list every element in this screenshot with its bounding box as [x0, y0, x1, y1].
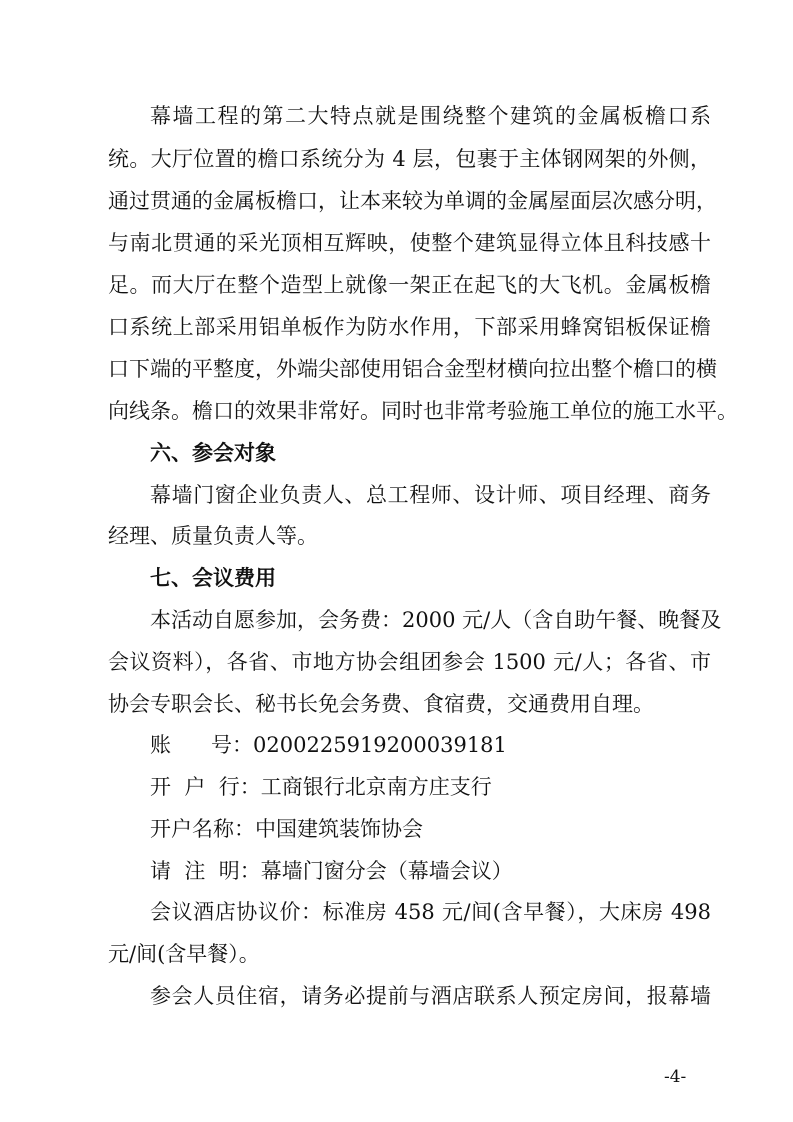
payment-note: 请 注 明：幕墙门窗分会（幕墙会议）	[150, 859, 513, 883]
section-heading-participants: 六、参会对象	[150, 441, 276, 465]
paragraph-line: 口下端的平整度，外端尖部使用铝合金型材横向拉出整个檐口的横	[108, 357, 717, 381]
paragraph-line: 会议资料），各省、市地方协会组团参会 1500 元/人；各省、市	[108, 650, 711, 674]
section-heading-fees: 七、会议费用	[150, 566, 276, 590]
paragraph-line: 口系统上部采用铝单板作为防水作用，下部采用蜂窝铝板保证檐	[108, 315, 711, 339]
paragraph-line: 本活动自愿参加，会务费：2000 元/人（含自助午餐、晚餐及	[150, 608, 722, 632]
paragraph-line: 幕墙门窗企业负责人、总工程师、设计师、项目经理、商务	[150, 483, 711, 507]
hotel-price-line: 会议酒店协议价：标准房 458 元/间(含早餐），大床房 498	[150, 900, 711, 924]
paragraph-line: 协会专职会长、秘书长免会务费、食宿费，交通费用自理。	[108, 692, 654, 716]
page-number: -4-	[664, 1067, 687, 1087]
paragraph-line: 经理、质量负责人等。	[108, 524, 318, 548]
accommodation-line: 参会人员住宿，请务必提前与酒店联系人预定房间，报幕墙	[150, 984, 711, 1008]
paragraph-line: 与南北贯通的采光顶相互辉映，使整个建筑显得立体且科技感十	[108, 231, 711, 255]
paragraph-line: 统。大厅位置的檐口系统分为 4 层，包裹于主体钢网架的外侧，	[108, 147, 711, 171]
paragraph-line: 向线条。檐口的效果非常好。同时也非常考验施工单位的施工水平。	[108, 399, 738, 423]
paragraph-line: 足。而大厅在整个造型上就像一架正在起飞的大飞机。金属板檐	[108, 273, 711, 297]
bank-name: 开 户 行：工商银行北京南方庄支行	[150, 775, 492, 799]
hotel-price-line: 元/间(含早餐）。	[108, 942, 260, 966]
paragraph-line: 幕墙工程的第二大特点就是围绕整个建筑的金属板檐口系	[150, 104, 711, 128]
paragraph-line: 通过贯通的金属板檐口，让本来较为单调的金属屋面层次感分明，	[108, 189, 717, 213]
bank-account-number: 账 号：0200225919200039181	[150, 733, 507, 757]
account-holder-name: 开户名称：中国建筑装饰协会	[150, 817, 423, 841]
